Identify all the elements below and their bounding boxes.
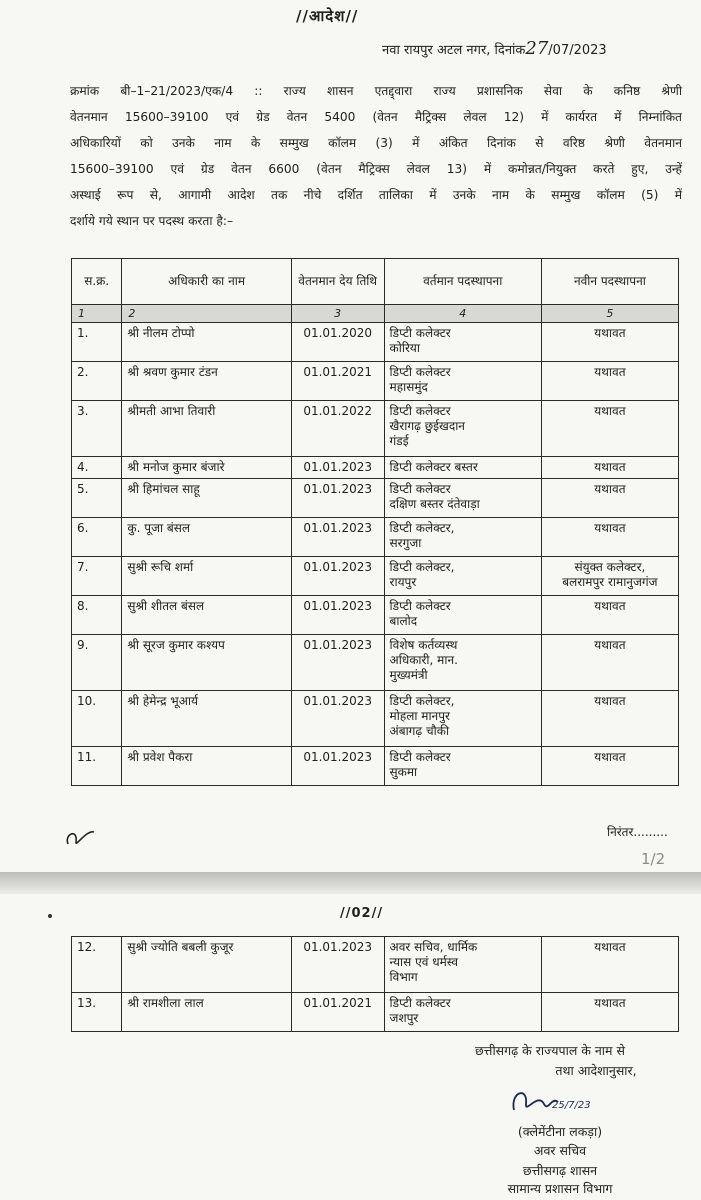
table-row — [72, 747, 679, 786]
current-posting-cell: डिप्टी कलेक्टर खैरागढ़ छुईखदान गंडई — [384, 401, 541, 457]
page-dot — [48, 914, 52, 918]
pay-date-cell: 01.01.2023 — [291, 518, 384, 557]
officer-name-cell: कु. पूजा बंसल — [122, 518, 291, 557]
order-title: //आदेश// — [296, 7, 359, 25]
signatory-government: छत्तीसगढ़ शासन — [522, 1163, 598, 1178]
current-posting-cell: डिप्टी कलेक्टर, रायपुर — [384, 557, 541, 596]
signature-line-1: छत्तीसगढ़ के राज्यपाल के नाम से — [475, 1043, 625, 1058]
officer-name-cell: श्री रामशीला लाल — [122, 993, 291, 1032]
new-posting-cell: यथावत — [541, 747, 678, 786]
serial-cell: 7. — [72, 557, 122, 596]
serial-cell: 1. — [72, 323, 122, 362]
officer-name-cell: श्री नीलम टोप्पो — [122, 323, 291, 362]
pay-date-cell: 01.01.2023 — [291, 596, 384, 635]
signature-line-2: तथा आदेशानुसार, — [555, 1063, 637, 1078]
pay-date-cell: 01.01.2023 — [291, 691, 384, 747]
table-row — [72, 596, 679, 635]
handwritten-date-day: 27 — [525, 38, 549, 59]
current-posting-cell: डिप्टी कलेक्टर, मोहला मानपुर अंबागढ़ चौकी — [384, 691, 541, 747]
order-line: क्रमांक बी–1–21/2023/एक/4 :: राज्य शासन एतद्द्वारा राज्य प्रशासनिक सेवा के कनिष्ठ श्रेणी — [70, 84, 682, 98]
pay-date-cell: 01.01.2023 — [291, 457, 384, 479]
col-number: 5 — [541, 305, 678, 323]
date-rest: /07/2023 — [548, 43, 607, 58]
pay-date-cell: 01.01.2021 — [291, 362, 384, 401]
serial-cell: 11. — [72, 747, 122, 786]
officer-name-cell: श्री मनोज कुमार बंजारे — [122, 457, 291, 479]
col-number: 4 — [384, 305, 541, 323]
order-line: वेतनमान 15600–39100 एवं ग्रेड वेतन 5400 (वेतन मैट्रिक्स लेवल 12) में कार्यरत में निम्नांकित — [70, 110, 682, 124]
signatory-name: (क्लेमेंटीना लकड़ा) — [517, 1124, 603, 1139]
current-posting-cell: डिप्टी कलेक्टर दक्षिण बस्तर दंतेवाड़ा — [384, 479, 541, 518]
officer-name-cell: सुश्री ज्योति बबली कुजूर — [122, 937, 291, 993]
signature-date: 25/7/23 — [552, 1100, 591, 1111]
pay-date-cell: 01.01.2021 — [291, 993, 384, 1032]
table-row — [72, 457, 679, 479]
officer-name-cell: श्री श्रवण कुमार टंडन — [122, 362, 291, 401]
order-line: अधिकारियों को उनके नाम के सम्मुख कॉलम (3) में अंकित दिनांक से वरिष्ठ श्रेणी वेतनमान — [70, 136, 682, 150]
new-posting-cell: यथावत — [541, 691, 678, 747]
order-line: दर्शाये गये स्थान पर पदस्थ करता है:– — [70, 214, 234, 228]
officer-name-cell: सुश्री रूचि शर्मा — [122, 557, 291, 596]
table-row — [72, 401, 679, 457]
current-posting-cell: डिप्टी कलेक्टर बालोद — [384, 596, 541, 635]
current-posting-cell: डिप्टी कलेक्टर कोरिया — [384, 323, 541, 362]
officers-table-page-1 — [71, 258, 679, 786]
serial-cell: 4. — [72, 457, 122, 479]
table-row — [72, 635, 679, 691]
pay-date-cell: 01.01.2023 — [291, 479, 384, 518]
current-posting-cell: डिप्टी कलेक्टर सुकमा — [384, 747, 541, 786]
new-posting-cell: यथावत — [541, 993, 678, 1032]
current-posting-cell: विशेष कर्तव्यस्थ अधिकारी, मान. मुख्यमंत्री — [384, 635, 541, 691]
officer-name-cell: श्री हेमेन्द्र भूआर्य — [122, 691, 291, 747]
col-number: 1 — [72, 305, 122, 323]
header-current-posting: वर्तमान पदस्थापना — [384, 259, 541, 305]
header-serial: स.क्र. — [72, 259, 122, 305]
serial-cell: 9. — [72, 635, 122, 691]
header-officer-name: अधिकारी का नाम — [122, 259, 291, 305]
col-number: 2 — [122, 305, 291, 323]
current-posting-cell: डिप्टी कलेक्टर बस्तर — [384, 457, 541, 479]
place-and-date — [382, 38, 607, 59]
serial-cell: 10. — [72, 691, 122, 747]
officers-table-page-2 — [71, 936, 679, 1032]
new-posting-cell: यथावत — [541, 323, 678, 362]
serial-cell: 13. — [72, 993, 122, 1032]
page-number: 1/2 — [641, 850, 666, 868]
new-posting-cell: यथावत — [541, 518, 678, 557]
serial-cell: 12. — [72, 937, 122, 993]
pay-date-cell: 01.01.2023 — [291, 747, 384, 786]
page-2-header: //02// — [340, 906, 384, 921]
initials-mark — [60, 822, 100, 852]
serial-cell: 5. — [72, 479, 122, 518]
table-row — [72, 937, 679, 993]
officer-name-cell: श्री हिमांचल साहू — [122, 479, 291, 518]
table-row — [72, 479, 679, 518]
current-posting-cell: डिप्टी कलेक्टर जशपुर — [384, 993, 541, 1032]
serial-cell: 6. — [72, 518, 122, 557]
officer-name-cell: सुश्री शीतल बंसल — [122, 596, 291, 635]
current-posting-cell: डिप्टी कलेक्टर महासमुंद — [384, 362, 541, 401]
place-text: नवा रायपुर अटल नगर, दिनांक — [382, 43, 526, 58]
signatory-department: सामान्य प्रशासन विभाग — [507, 1181, 613, 1196]
new-posting-cell: संयुक्त कलेक्टर, बलरामपुर रामानुजगंज — [541, 557, 678, 596]
officer-name-cell: श्री सूरज कुमार कश्यप — [122, 635, 291, 691]
new-posting-cell: यथावत — [541, 937, 678, 993]
new-posting-cell: यथावत — [541, 635, 678, 691]
new-posting-cell: यथावत — [541, 401, 678, 457]
table-row — [72, 691, 679, 747]
table-row — [72, 362, 679, 401]
continued-note: निरंतर......... — [607, 825, 668, 839]
serial-cell: 8. — [72, 596, 122, 635]
table-row — [72, 993, 679, 1032]
pay-date-cell: 01.01.2023 — [291, 557, 384, 596]
pay-date-cell: 01.01.2023 — [291, 937, 384, 993]
current-posting-cell: डिप्टी कलेक्टर, सरगुजा — [384, 518, 541, 557]
new-posting-cell: यथावत — [541, 362, 678, 401]
table-row — [72, 323, 679, 362]
new-posting-cell: यथावत — [541, 457, 678, 479]
page-separator — [0, 872, 701, 894]
signatory-designation: अवर सचिव — [533, 1143, 587, 1158]
header-pay-date: वेतनमान देय तिथि — [291, 259, 384, 305]
new-posting-cell: यथावत — [541, 596, 678, 635]
serial-cell: 3. — [72, 401, 122, 457]
pay-date-cell: 01.01.2022 — [291, 401, 384, 457]
table-row — [72, 557, 679, 596]
new-posting-cell: यथावत — [541, 479, 678, 518]
order-line: अस्थाई रूप से, आगामी आदेश तक नीचे दर्शित तालिका में उनके नाम के सम्मुख कॉलम (5) में — [70, 188, 682, 202]
pay-date-cell: 01.01.2023 — [291, 635, 384, 691]
pay-date-cell: 01.01.2020 — [291, 323, 384, 362]
officer-name-cell: श्रीमती आभा तिवारी — [122, 401, 291, 457]
header-new-posting: नवीन पदस्थापना — [541, 259, 678, 305]
current-posting-cell: अवर सचिव, धार्मिक न्यास एवं धर्मस्व विभाग — [384, 937, 541, 993]
order-paragraph — [70, 78, 682, 234]
serial-cell: 2. — [72, 362, 122, 401]
table-row — [72, 518, 679, 557]
officer-name-cell: श्री प्रवेश पैकरा — [122, 747, 291, 786]
col-number: 3 — [291, 305, 384, 323]
order-line: 15600–39100 एवं ग्रेड वेतन 6600 (वेतन मैट्रिक्स लेवल 13) में कमोन्नत/नियुक्त करते हुए, उन्हें — [70, 162, 682, 176]
